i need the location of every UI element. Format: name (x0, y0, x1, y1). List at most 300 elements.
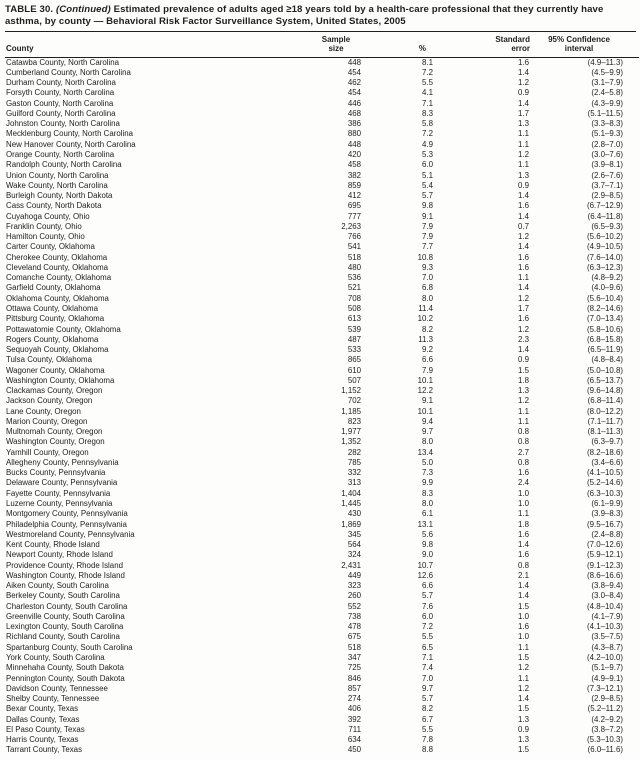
table-row (5, 643, 639, 653)
standard-error-cell: 2.1 (518, 570, 529, 580)
sample-size-cell: 846 (347, 673, 361, 683)
sample-size-cell: 675 (347, 632, 361, 642)
table-row (5, 314, 639, 324)
county-cell: Dallas County, Texas (6, 714, 80, 724)
table-row (5, 509, 639, 519)
standard-error-cell: 1.5 (518, 601, 529, 611)
percent-cell: 8.3 (422, 108, 433, 118)
county-cell: Providence County, Rhode Island (6, 560, 123, 570)
county-cell: Charleston County, South Carolina (6, 601, 128, 611)
sample-size-cell: 695 (347, 201, 361, 211)
sample-size-cell: 610 (347, 365, 361, 375)
confidence-interval-cell: (2.4–5.8) (591, 88, 623, 98)
standard-error-cell: 2.4 (518, 478, 529, 488)
table-row (5, 612, 639, 622)
standard-error-cell: 1.8 (518, 519, 529, 529)
standard-error-cell: 1.3 (518, 386, 529, 396)
sample-size-cell: 1,445 (341, 499, 361, 509)
county-cell: Cherokee County, Oklahoma (6, 252, 108, 262)
county-cell: Fayette County, Pennsylvania (6, 488, 111, 498)
table-row (5, 273, 639, 283)
table-row (5, 355, 639, 365)
percent-cell: 9.1 (422, 211, 433, 221)
confidence-interval-cell: (6.3–10.3) (587, 488, 623, 498)
percent-cell: 8.0 (422, 293, 433, 303)
prevalence-table (5, 32, 639, 755)
percent-cell: 6.0 (422, 611, 433, 621)
percent-cell: 10.1 (417, 375, 433, 385)
table-row (5, 376, 639, 386)
sample-size-cell: 518 (347, 252, 361, 262)
table-row (5, 171, 639, 181)
percent-cell: 7.8 (422, 735, 433, 745)
standard-error-cell: 1.4 (518, 242, 529, 252)
table-row (5, 458, 639, 468)
confidence-interval-cell: (2.9–8.5) (591, 694, 623, 704)
confidence-interval-cell: (3.7–7.1) (591, 180, 623, 190)
sample-size-cell: 260 (347, 591, 361, 601)
percent-cell: 5.7 (422, 191, 433, 201)
county-cell: Union County, North Carolina (6, 170, 109, 180)
table-row (5, 222, 639, 232)
sample-size-cell: 332 (347, 468, 361, 478)
county-cell: Bucks County, Pennsylvania (6, 468, 106, 478)
table-row (5, 725, 639, 735)
percent-cell: 4.1 (422, 88, 433, 98)
county-cell: Westmoreland County, Pennsylvania (6, 529, 135, 539)
percent-cell: 10.1 (417, 406, 433, 416)
percent-cell: 9.2 (422, 345, 433, 355)
confidence-interval-cell: (5.8–10.6) (587, 324, 623, 334)
county-cell: Orange County, North Carolina (6, 149, 115, 159)
percent-cell: 8.0 (422, 499, 433, 509)
confidence-interval-cell: (6.5–9.3) (591, 221, 623, 231)
table-row (5, 119, 639, 129)
column-header-ci-line1: 95% Confidence (548, 35, 610, 45)
percent-cell: 5.0 (422, 457, 433, 467)
percent-cell: 6.1 (422, 509, 433, 519)
percent-cell: 5.1 (422, 170, 433, 180)
county-cell: Bexar County, Texas (6, 704, 79, 714)
confidence-interval-cell: (6.3–12.3) (587, 262, 623, 272)
confidence-interval-cell: (7.0–13.4) (587, 314, 623, 324)
county-cell: Newport County, Rhode Island (6, 550, 113, 560)
percent-cell: 6.6 (422, 355, 433, 365)
standard-error-cell: 1.6 (518, 252, 529, 262)
county-cell: Clackamas County, Oregon (6, 386, 103, 396)
table-row (5, 253, 639, 263)
sample-size-cell: 2,431 (341, 560, 361, 570)
county-cell: Hamilton County, Ohio (6, 232, 85, 242)
standard-error-cell: 1.1 (518, 273, 529, 283)
sample-size-cell: 480 (347, 262, 361, 272)
table-row (5, 632, 639, 642)
table-row (5, 191, 639, 201)
standard-error-cell: 0.9 (518, 180, 529, 190)
percent-cell: 6.6 (422, 581, 433, 591)
standard-error-cell: 1.5 (518, 365, 529, 375)
column-header-sample-line2: size (328, 44, 344, 54)
sample-size-cell: 392 (347, 714, 361, 724)
sample-size-cell: 449 (347, 570, 361, 580)
confidence-interval-cell: (5.1–9.3) (591, 129, 623, 139)
percent-cell: 12.2 (417, 386, 433, 396)
confidence-interval-cell: (2.6–7.6) (591, 170, 623, 180)
table-row (5, 201, 639, 211)
column-header-county (5, 32, 307, 57)
table-row (5, 181, 639, 191)
confidence-interval-cell: (3.3–8.3) (591, 119, 623, 129)
percent-cell: 9.8 (422, 201, 433, 211)
confidence-interval-cell: (6.3–9.7) (591, 437, 623, 447)
confidence-interval-cell: (6.5–13.7) (587, 375, 623, 385)
table-title-prefix: TABLE 30. (5, 4, 56, 15)
percent-cell: 5.5 (422, 78, 433, 88)
sample-size-cell: 478 (347, 622, 361, 632)
standard-error-cell: 1.4 (518, 211, 529, 221)
percent-cell: 9.8 (422, 540, 433, 550)
table-row (5, 366, 639, 376)
sample-size-cell: 446 (347, 98, 361, 108)
sample-size-cell: 725 (347, 663, 361, 673)
county-cell: Pittsburg County, Oklahoma (6, 314, 105, 324)
standard-error-cell: 1.0 (518, 499, 529, 509)
table-row (5, 745, 639, 755)
county-cell: Franklin County, Ohio (6, 221, 82, 231)
confidence-interval-cell: (7.0–12.6) (587, 540, 623, 550)
sample-size-cell: 536 (347, 273, 361, 283)
standard-error-cell: 1.5 (518, 704, 529, 714)
table-row (5, 232, 639, 242)
table-row (5, 304, 639, 314)
percent-cell: 9.7 (422, 683, 433, 693)
percent-cell: 8.2 (422, 324, 433, 334)
table-header (5, 32, 639, 57)
county-cell: Oklahoma County, Oklahoma (6, 293, 109, 303)
table-row (5, 396, 639, 406)
column-header-se-line1: Standard (495, 35, 530, 45)
sample-size-cell: 1,352 (341, 437, 361, 447)
percent-cell: 9.7 (422, 427, 433, 437)
standard-error-cell: 1.2 (518, 149, 529, 159)
confidence-interval-cell: (5.1–9.7) (591, 663, 623, 673)
sample-size-cell: 1,869 (341, 519, 361, 529)
standard-error-cell: 0.9 (518, 724, 529, 734)
standard-error-cell: 1.6 (518, 550, 529, 560)
standard-error-cell: 0.8 (518, 427, 529, 437)
county-cell: Randolph County, North Carolina (6, 160, 122, 170)
county-cell: Rogers County, Oklahoma (6, 334, 99, 344)
table-row (5, 735, 639, 745)
standard-error-cell: 1.6 (518, 622, 529, 632)
county-cell: Durham County, North Carolina (6, 78, 116, 88)
confidence-interval-cell: (3.8–7.2) (591, 724, 623, 734)
percent-cell: 8.3 (422, 488, 433, 498)
sample-size-cell: 518 (347, 642, 361, 652)
table-row (5, 684, 639, 694)
standard-error-cell: 1.2 (518, 663, 529, 673)
standard-error-cell: 1.1 (518, 673, 529, 683)
sample-size-cell: 448 (347, 57, 361, 67)
confidence-interval-cell: (4.2–9.2) (591, 714, 623, 724)
sample-size-cell: 448 (347, 139, 361, 149)
confidence-interval-cell: (6.5–11.9) (587, 345, 623, 355)
county-cell: Cuyahoga County, Ohio (6, 211, 90, 221)
confidence-interval-cell: (4.8–9.2) (591, 273, 623, 283)
county-cell: Sequoyah County, Oklahoma (6, 345, 109, 355)
confidence-interval-cell: (4.9–9.1) (591, 673, 623, 683)
confidence-interval-cell: (3.4–6.6) (591, 457, 623, 467)
table-row (5, 212, 639, 222)
standard-error-cell: 1.1 (518, 129, 529, 139)
county-cell: Lane County, Oregon (6, 406, 81, 416)
confidence-interval-cell: (5.0–10.8) (587, 365, 623, 375)
standard-error-cell: 1.7 (518, 303, 529, 313)
sample-size-cell: 412 (347, 191, 361, 201)
table-row (5, 550, 639, 560)
column-header-sample-line1: Sample (321, 35, 351, 45)
sample-size-cell: 865 (347, 355, 361, 365)
confidence-interval-cell: (8.2–18.6) (587, 447, 623, 457)
standard-error-cell: 1.2 (518, 396, 529, 406)
percent-cell: 10.2 (417, 314, 433, 324)
percent-cell: 7.0 (422, 273, 433, 283)
table-row (5, 540, 639, 550)
confidence-interval-cell: (5.2–11.2) (587, 704, 623, 714)
standard-error-cell: 0.9 (518, 355, 529, 365)
percent-cell: 5.6 (422, 529, 433, 539)
table-row (5, 602, 639, 612)
column-header-standard-error (437, 32, 533, 57)
standard-error-cell: 1.2 (518, 324, 529, 334)
confidence-interval-cell: (5.9–12.1) (587, 550, 623, 560)
county-cell: Greenville County, South Carolina (6, 611, 125, 621)
county-cell: Comanche County, Oklahoma (6, 273, 112, 283)
percent-cell: 6.7 (422, 714, 433, 724)
confidence-interval-cell: (5.3–10.3) (587, 735, 623, 745)
table-row (5, 417, 639, 427)
sample-size-cell: 324 (347, 550, 361, 560)
county-cell: Catawba County, North Carolina (6, 57, 120, 67)
percent-cell: 7.9 (422, 365, 433, 375)
percent-cell: 10.8 (417, 252, 433, 262)
table-row (5, 109, 639, 119)
standard-error-cell: 1.0 (518, 632, 529, 642)
county-cell: Marion County, Oregon (6, 416, 88, 426)
sample-size-cell: 507 (347, 375, 361, 385)
confidence-interval-cell: (4.9–10.5) (587, 242, 623, 252)
sample-size-cell: 386 (347, 119, 361, 129)
percent-cell: 7.1 (422, 98, 433, 108)
column-header-percent-label: % (418, 44, 426, 54)
percent-cell: 9.0 (422, 550, 433, 560)
percent-cell: 5.7 (422, 591, 433, 601)
table-row (5, 99, 639, 109)
county-cell: Tarrant County, Texas (6, 745, 83, 755)
county-cell: Harris County, Texas (6, 735, 79, 745)
confidence-interval-cell: (5.6–10.2) (587, 232, 623, 242)
confidence-interval-cell: (3.5–7.5) (591, 632, 623, 642)
percent-cell: 8.2 (422, 704, 433, 714)
standard-error-cell: 1.2 (518, 78, 529, 88)
percent-cell: 13.1 (417, 519, 433, 529)
sample-size-cell: 702 (347, 396, 361, 406)
confidence-interval-cell: (4.3–9.9) (591, 98, 623, 108)
county-cell: Guilford County, North Carolina (6, 108, 116, 118)
percent-cell: 5.3 (422, 149, 433, 159)
table-title-continued: (Continued) (55, 4, 111, 15)
county-cell: Washington County, Oregon (6, 437, 105, 447)
table-row (5, 653, 639, 663)
county-cell: Lexington County, South Carolina (6, 622, 124, 632)
table-body (5, 57, 639, 756)
percent-cell: 9.3 (422, 262, 433, 272)
confidence-interval-cell: (4.8–8.4) (591, 355, 623, 365)
county-cell: Spartanburg County, South Carolina (6, 642, 133, 652)
table-row (5, 561, 639, 571)
percent-cell: 12.6 (417, 570, 433, 580)
standard-error-cell: 1.2 (518, 683, 529, 693)
sample-size-cell: 533 (347, 345, 361, 355)
confidence-interval-cell: (3.9–8.3) (591, 509, 623, 519)
table-row (5, 140, 639, 150)
county-cell: Garfield County, Oklahoma (6, 283, 101, 293)
county-cell: Yamhill County, Oregon (6, 447, 89, 457)
sample-size-cell: 274 (347, 694, 361, 704)
confidence-interval-cell: (8.2–14.6) (587, 303, 623, 313)
sample-size-cell: 880 (347, 129, 361, 139)
percent-cell: 7.6 (422, 601, 433, 611)
table-row (5, 129, 639, 139)
county-cell: Tulsa County, Oklahoma (6, 355, 92, 365)
standard-error-cell: 1.3 (518, 170, 529, 180)
sample-size-cell: 468 (347, 108, 361, 118)
county-cell: Luzerne County, Pennsylvania (6, 499, 113, 509)
table-row (5, 520, 639, 530)
table-row (5, 386, 639, 396)
percent-cell: 4.9 (422, 139, 433, 149)
table-row (5, 68, 639, 78)
county-cell: Allegheny County, Pennsylvania (6, 457, 119, 467)
confidence-interval-cell: (8.6–16.6) (587, 570, 623, 580)
sample-size-cell: 458 (347, 160, 361, 170)
sample-size-cell: 823 (347, 416, 361, 426)
sample-size-cell: 450 (347, 745, 361, 755)
standard-error-cell: 0.8 (518, 560, 529, 570)
standard-error-cell: 0.8 (518, 437, 529, 447)
percent-cell: 7.9 (422, 232, 433, 242)
percent-cell: 7.1 (422, 653, 433, 662)
confidence-interval-cell: (4.5–9.9) (591, 67, 623, 77)
sample-size-cell: 282 (347, 447, 361, 457)
table-row (5, 437, 639, 447)
table-row (5, 57, 639, 68)
standard-error-cell: 1.0 (518, 488, 529, 498)
percent-cell: 5.5 (422, 724, 433, 734)
confidence-interval-cell: (4.1–10.3) (587, 622, 623, 632)
column-header-se-line2: error (511, 44, 530, 54)
sample-size-cell: 1,977 (341, 427, 361, 437)
column-header-percent (365, 32, 437, 57)
confidence-interval-cell: (5.6–10.4) (587, 293, 623, 303)
percent-cell: 13.4 (417, 447, 433, 457)
table-row (5, 571, 639, 581)
sample-size-cell: 552 (347, 601, 361, 611)
percent-cell: 7.2 (422, 129, 433, 139)
confidence-interval-cell: (7.6–14.0) (587, 252, 623, 262)
standard-error-cell: 1.1 (518, 642, 529, 652)
percent-cell: 8.1 (422, 57, 433, 67)
sample-size-cell: 454 (347, 88, 361, 98)
confidence-interval-cell: (3.0–8.4) (591, 591, 623, 601)
column-header-ci-line2: interval (564, 44, 594, 54)
sample-size-cell: 738 (347, 611, 361, 621)
percent-cell: 11.4 (418, 303, 433, 313)
confidence-interval-cell: (9.5–16.7) (587, 519, 623, 529)
sample-size-cell: 454 (347, 67, 361, 77)
standard-error-cell: 1.4 (518, 540, 529, 550)
sample-size-cell: 313 (347, 478, 361, 488)
standard-error-cell: 1.4 (518, 191, 529, 201)
table-title (5, 0, 636, 32)
standard-error-cell: 1.8 (518, 375, 529, 385)
percent-cell: 8.0 (422, 437, 433, 447)
standard-error-cell: 1.4 (518, 345, 529, 355)
standard-error-cell: 1.6 (518, 201, 529, 211)
table-row (5, 499, 639, 509)
county-cell: Multnomah County, Oregon (6, 427, 103, 437)
column-header-confidence-interval (533, 32, 639, 57)
confidence-interval-cell: (7.3–12.1) (587, 683, 623, 693)
sample-size-cell: 2,263 (341, 221, 361, 231)
standard-error-cell: 1.6 (518, 529, 529, 539)
confidence-interval-cell: (3.8–9.4) (591, 581, 623, 591)
county-cell: Richland County, South Carolina (6, 632, 120, 642)
confidence-interval-cell: (6.8–15.8) (587, 334, 623, 344)
confidence-interval-cell: (6.1–9.9) (591, 499, 623, 509)
standard-error-cell: 1.1 (518, 509, 529, 519)
confidence-interval-cell: (8.1–11.3) (587, 427, 623, 437)
sample-size-cell: 345 (347, 529, 361, 539)
table-row (5, 160, 639, 170)
sample-size-cell: 347 (347, 653, 361, 662)
percent-cell: 7.0 (422, 673, 433, 683)
county-cell: Cleveland County, Oklahoma (6, 262, 109, 272)
sample-size-cell: 541 (347, 242, 361, 252)
county-cell: Montgomery County, Pennsylvania (6, 509, 128, 519)
standard-error-cell: 1.7 (518, 108, 529, 118)
county-cell: Aiken County, South Carolina (6, 581, 109, 591)
confidence-interval-cell: (4.9–11.3) (587, 57, 623, 67)
percent-cell: 7.2 (422, 67, 433, 77)
county-cell: Wake County, North Carolina (6, 180, 108, 190)
percent-cell: 9.4 (422, 416, 433, 426)
sample-size-cell: 521 (347, 283, 361, 293)
table-row (5, 694, 639, 704)
standard-error-cell: 1.6 (518, 262, 529, 272)
confidence-interval-cell: (4.1–7.9) (591, 611, 623, 621)
standard-error-cell: 1.6 (518, 57, 529, 67)
confidence-interval-cell: (8.0–12.2) (587, 406, 623, 416)
percent-cell: 7.3 (422, 468, 433, 478)
standard-error-cell: 1.5 (518, 653, 529, 662)
county-cell: Burleigh County, North Dakota (6, 191, 113, 201)
sample-size-cell: 564 (347, 540, 361, 550)
table-row (5, 150, 639, 160)
sample-size-cell: 462 (347, 78, 361, 88)
standard-error-cell: 1.5 (518, 745, 529, 755)
standard-error-cell: 1.3 (518, 735, 529, 745)
